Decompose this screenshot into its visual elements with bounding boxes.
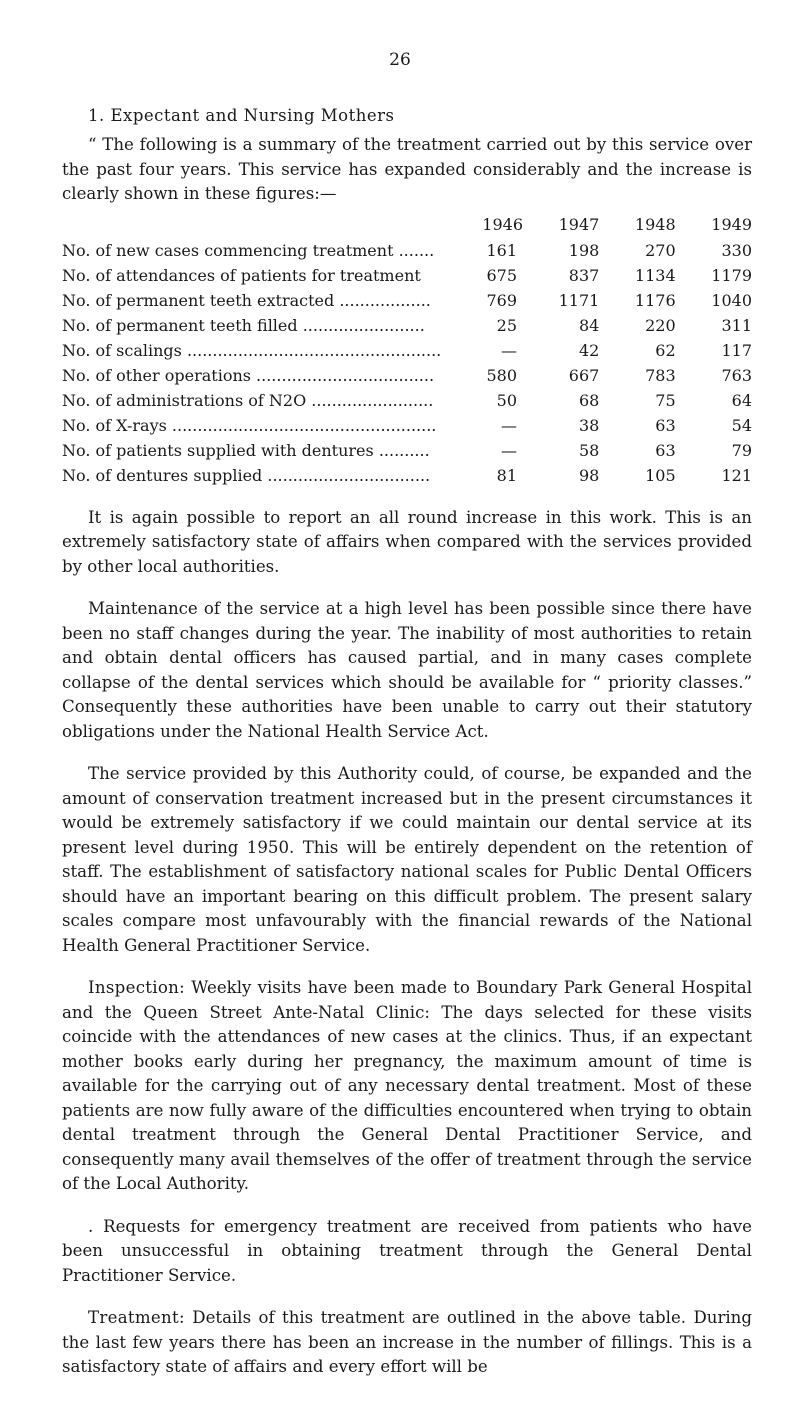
row-value: 84: [578, 315, 600, 335]
row-label: No. of other operations ...................................: [62, 365, 435, 385]
table-row: [62, 288, 752, 313]
section-heading: 1. Expectant and Nursing Mothers: [88, 106, 395, 125]
row-label: No. of permanent teeth filled ........................: [62, 315, 425, 335]
row-value: 1179: [711, 265, 752, 285]
document-body: [62, 106, 752, 1380]
row-label: No. of scalings ..................................................: [62, 340, 442, 360]
row-value: —: [501, 340, 518, 360]
row-value: 783: [645, 365, 676, 385]
inspection-text: Weekly visits have been made to Boundary Park General Hospital and the Queen Street Ante-Natal Clinic: The days selected for these visits coincide with the attendances of new cases at the clinics. Thus, if an expectant mother books early during her pregnancy, the maximum amount of time is available for the carrying out of any necessary dental treatment. Most of these patients are now fully aware of the difficulties encountered when trying to obtain dental treatment through the General Dental Practitioner Service, and consequently many avail themselves of the offer of treatment through the service of the Local Authority.: [62, 978, 752, 1193]
treatment-label: Treatment:: [88, 1308, 185, 1327]
table-row: [62, 463, 752, 488]
row-value: 270: [645, 240, 676, 260]
row-label: No. of administrations of N2O ........................: [62, 390, 434, 410]
row-value: 117: [721, 340, 752, 360]
paragraph-treatment: [62, 1306, 752, 1380]
table-row: [62, 338, 752, 363]
paragraph-inspection: [62, 976, 752, 1197]
row-value: 161: [486, 240, 518, 260]
paragraph-increase: It is again possible to report an all round increase in this work. This is an extremely satisfactory state of affairs when compared with the services provided by other local authorities.: [62, 507, 752, 576]
row-value: —: [501, 415, 518, 435]
row-value: 81: [496, 465, 518, 485]
row-value: 763: [721, 365, 752, 385]
row-value: 220: [645, 315, 676, 335]
row-value: 58: [578, 440, 600, 460]
table-row: [62, 238, 752, 263]
row-value: 1040: [711, 290, 752, 310]
row-value: 38: [578, 415, 600, 435]
row-label: No. of X-rays ....................................................: [62, 415, 437, 435]
row-value: 68: [578, 390, 600, 410]
intro-paragraph: “ The following is a summary of the treatment carried out by this service over the past four years. This service has expanded considerably and the increase is clearly shown in these figures:—: [62, 135, 752, 203]
table-header-label: [62, 211, 441, 238]
row-label: No. of dentures supplied ................................: [62, 465, 431, 485]
table-row: [62, 313, 752, 338]
row-value: 330: [721, 240, 752, 260]
row-value: 50: [496, 390, 518, 410]
treatment-summary-table: [62, 211, 752, 488]
paragraph-maintenance: Maintenance of the service at a high level has been possible since there have been no staff changes during the year. The inability of most authorities to retain and obtain dental officers has caused partial, and in many cases complete collapse of the dental services which should be available for “ priority classes.” Consequently these authorities have been unable to carry out their statutory obligations under the National Health Service Act.: [62, 599, 752, 741]
table-row: [62, 388, 752, 413]
row-label: No. of attendances of patients for treatment: [62, 265, 421, 285]
row-value: 1176: [634, 290, 676, 310]
row-value: 198: [568, 240, 600, 260]
row-value: 54: [731, 415, 752, 435]
table-header-row: [62, 211, 752, 238]
table-row: [62, 438, 752, 463]
row-value: 1134: [634, 265, 676, 285]
year-header: 1946: [482, 214, 524, 234]
table-row: [62, 413, 752, 438]
row-label: No. of permanent teeth extracted ..................: [62, 290, 431, 310]
treatment-text: Details of this treatment are outlined in the above table. During the last few years there has been an increase in the number of fillings. This is a satisfactory state of affairs and every effort will be: [62, 1308, 752, 1376]
row-value: 25: [496, 315, 518, 335]
row-value: 75: [655, 390, 676, 410]
row-label: No. of new cases commencing treatment .......: [62, 240, 435, 260]
row-value: 98: [578, 465, 600, 485]
row-value: 63: [655, 440, 676, 460]
row-value: 675: [486, 265, 518, 285]
row-value: 79: [731, 440, 752, 460]
table-row: [62, 263, 752, 288]
row-value: 837: [568, 265, 600, 285]
year-header: 1949: [711, 214, 752, 234]
row-value: 105: [645, 465, 676, 485]
table-row: [62, 363, 752, 388]
row-value: 64: [731, 390, 752, 410]
year-header: 1947: [558, 214, 600, 234]
inspection-label: Inspection:: [88, 978, 186, 997]
row-value: 580: [486, 365, 518, 385]
row-label: No. of patients supplied with dentures ..........: [62, 440, 430, 460]
page-number: 26: [389, 50, 411, 70]
year-header: 1948: [634, 214, 676, 234]
paragraph-service-expansion: The service provided by this Authority could, of course, be expanded and the amount of conservation treatment increased but in the present circumstances it would be extremely satisfactory if we could maintain our dental service at its present level during 1950. This will be entirely dependent on the retention of staff. The establishment of satisfactory national scales for Public Dental Officers should have an important bearing on this difficult problem. The present salary scales compare most unfavourably with the financial rewards of the National Health General Practitioner Service.: [62, 764, 752, 955]
row-value: 769: [486, 290, 518, 310]
row-value: 63: [655, 415, 676, 435]
row-value: 1171: [558, 290, 600, 310]
row-value: 311: [721, 315, 752, 335]
row-value: 42: [578, 340, 600, 360]
row-value: —: [501, 440, 518, 460]
row-value: 62: [655, 340, 676, 360]
row-value: 667: [568, 365, 600, 385]
paragraph-emergency: . Requests for emergency treatment are received from patients who have been unsuccessful in obtaining treatment through the General Dental Practitioner Service.: [62, 1216, 752, 1285]
row-value: 121: [721, 465, 752, 485]
